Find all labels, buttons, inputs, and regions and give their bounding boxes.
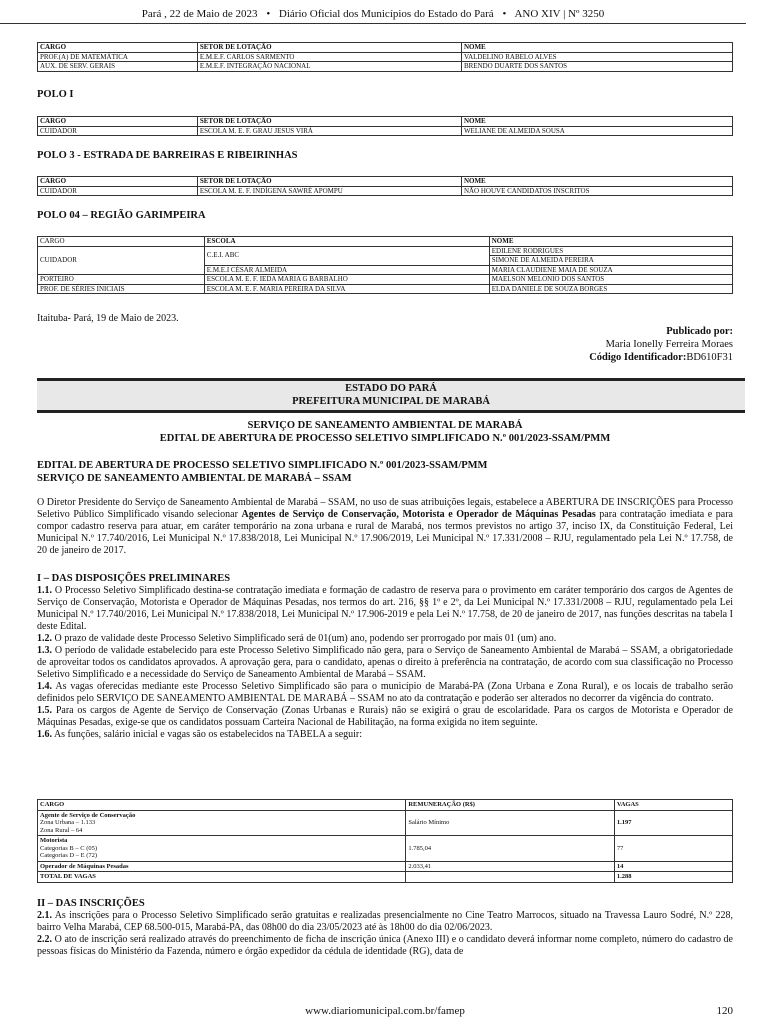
header-cell: CARGO [38, 800, 406, 811]
table-row [38, 861, 733, 872]
polo-4-heading: POLO 04 – REGIÃO GARIMPEIRA [37, 210, 206, 221]
cell: MAELSON MELONIO DOS SANTOS [489, 275, 732, 285]
cell: PROF.(A) DE MATEMÁTICA [38, 52, 198, 62]
cell [406, 872, 615, 883]
cell: 2.033,41 [406, 861, 615, 872]
cell: VALDELINO RABELO ALVES [461, 52, 732, 62]
cell: 1.288 [614, 872, 732, 883]
cell: PROF. DE SÉRIES INICIAIS [38, 284, 205, 294]
header-cell: CARGO [38, 237, 205, 247]
polo-1-table-block [37, 116, 733, 136]
code-value: BD610F31 [686, 352, 733, 363]
banner-line-1: ESTADO DO PARÁ [345, 383, 437, 394]
item-1-4 [37, 681, 733, 705]
table-row [38, 246, 733, 256]
item-text: As inscrições para o Processo Seletivo Simplificado serão gratuitas e realizadas presencialmente no Cine Teatro Marrocos, situado na Travessa Lauro Sodré, N.º 228, bairro Velha Marabá, CEP 68.500-015, Marabá-PA, das 08h00 do dia 23/05/2023 até às 18h00 do dia 02/06/2023. [37, 910, 733, 933]
header-date: Pará , 22 de Maio de 2023 [141, 8, 258, 20]
section-2-title: II – DAS INSCRIÇÕES [37, 898, 145, 909]
header-cell: ESCOLA [204, 237, 489, 247]
header-cell: NOME [489, 237, 732, 247]
document-subtitle [37, 460, 733, 485]
banner-line-2: PREFEITURA MUNICIPAL DE MARABÁ [292, 396, 490, 407]
publication-info [37, 325, 733, 364]
table-row [38, 52, 733, 62]
polo-4-table-block [37, 236, 733, 294]
item-text: Para os cargos de Agente de Serviço de Conservação (Zonas Urbanas e Rurais) não se exigirá o grau de escolaridade. Para os cargos de Motorista e Operador de Máquinas Pesadas, exige-se que os candidatos possuam Carteira Nacional de Habilitação, na forma exigida no item seguinte. [37, 705, 733, 728]
cell: CUIDADOR [38, 186, 198, 196]
header-cell: VAGAS [614, 800, 732, 811]
cell: BRENDO DUARTE DOS SANTOS [461, 62, 732, 72]
section-1 [37, 572, 733, 741]
item-number: 1.5. [37, 705, 52, 716]
cell: WELIANE DE ALMEIDA SOUSA [461, 126, 732, 136]
intro-text-1: O Diretor Presidente do Serviço de Saneamento Ambiental de Marabá – SSAM, no uso de suas atribuições legais, estabelece a ABERTURA DE INSCRIÇÕES para Processo Seletivo Público Simplificado visando selecionar [37, 497, 733, 520]
place-date: Itaituba- Pará, 19 de Maio de 2023. [37, 313, 179, 324]
intro-bold: Agentes de Serviço de Conservação, Motorista e Operador de Máquinas Pesadas [241, 509, 596, 520]
role-detail: Categorias D – E (72) [40, 852, 98, 859]
header-cell: CARGO [38, 117, 198, 127]
item-1-6 [37, 729, 733, 741]
identifier-line [37, 351, 733, 364]
table-row [38, 62, 733, 72]
table-row [38, 275, 733, 285]
polo-1-heading: POLO I [37, 89, 74, 100]
item-number: 1.3. [37, 645, 52, 656]
item-text: O Processo Seletivo Simplificado destina-se contratação imediata e formação de cadastro de reserva para o provimento em caráter temporário dos cargos de Agentes de Serviço de Conservação, Motorista e Operador de Máquinas Pesadas, nos termos do art. 216, §§ 1º e 2º, da Lei Municipal N.º 17.331/2008 – RJU, regulamentado pela Lei Municipal N.º 17.740/2016, Lei Municipal N.º 17.838/2018, Lei Municipal N.º 17.906-2019 e pela Lei N.º 17.758, de 20 de janeiro de 2017, nas funções descritas na tabela I deste Edital. [37, 585, 733, 632]
cell: MARIA CLAUDIENE MAIA DE SOUZA [489, 265, 732, 275]
table-row [38, 872, 733, 883]
cell: ESCOLA M. E. F. INDÍGENA SAWRÉ APOMPU [197, 186, 461, 196]
header-cell: SETOR DE LOTAÇÃO [197, 177, 461, 187]
table-row [38, 284, 733, 294]
vacancies-table [37, 799, 733, 883]
header-cell: CARGO [38, 177, 198, 187]
state-banner [37, 378, 745, 413]
item-number: 1.6. [37, 729, 52, 740]
cell: ESCOLA M. E. F. IEDA MARIA G BARBALHO [204, 275, 489, 285]
cell: EDILENE RODRIGUES [489, 246, 732, 256]
cell: 77 [614, 836, 732, 862]
subtitle-line-2: SERVIÇO DE SANEAMENTO AMBIENTAL DE MARABÁ – SSAM [37, 472, 352, 484]
page-number: 120 [716, 1005, 733, 1017]
table-1-block [37, 42, 733, 72]
item-1-5 [37, 705, 733, 729]
table-header-row [38, 117, 733, 127]
item-number: 2.2. [37, 934, 52, 945]
title-line-2: EDITAL DE ABERTURA DE PROCESSO SELETIVO SIMPLIFICADO N.º 001/2023-SSAM/PMM [159, 432, 611, 444]
table-row [38, 186, 733, 196]
role-detail: Zona Rural – 64 [40, 826, 83, 834]
item-text: As funções, salário inicial e vagas são os estabelecidos na TABELA a seguir: [52, 729, 363, 740]
cell: Operador de Máquinas Pesadas [38, 861, 406, 872]
section-2 [37, 897, 733, 958]
header-issue: ANO XIV | Nº 3250 [514, 8, 605, 20]
published-label: Publicado por: [666, 326, 733, 337]
cell: E.M.E.F. INTEGRAÇÃO NACIONAL [197, 62, 461, 72]
table-row [38, 836, 733, 862]
bullet-separator: • [266, 8, 271, 20]
publisher-name: Maria Ionelly Ferreira Moraes [605, 339, 733, 350]
item-1-3 [37, 645, 733, 681]
cell: E.M.E.F. CARLOS SARMENTO [197, 52, 461, 62]
item-text: O prazo de validade deste Processo Seletivo Simplificado será de 01(um) ano, podendo ser prorrogado por mais 01 (um) ano. [52, 633, 557, 644]
role-title: Motorista [40, 837, 68, 844]
cell: TOTAL DE VAGAS [38, 872, 406, 883]
cell: Salário Mínimo [406, 810, 615, 836]
item-1-1 [37, 585, 733, 633]
item-number: 1.2. [37, 633, 52, 644]
item-2-1 [37, 910, 733, 934]
polo-1-table [37, 116, 733, 136]
cell: ESCOLA M. E. F. MARIA PEREIRA DA SILVA [204, 284, 489, 294]
header-cell: SETOR DE LOTAÇÃO [197, 43, 461, 53]
item-2-2 [37, 934, 733, 958]
footer-site: www.diariomunicipal.com.br/famep [305, 1005, 465, 1017]
section-1-title: I – DAS DISPOSIÇÕES PRELIMINARES [37, 573, 231, 584]
intro-paragraph [37, 497, 733, 557]
cell: NÃO HOUVE CANDIDATOS INSCRITOS [461, 186, 732, 196]
header-journal: Diário Oficial dos Municípios do Estado do Pará [278, 8, 494, 20]
header-cell: REMUNERAÇÃO (R$) [406, 800, 615, 811]
cell: CUIDADOR [38, 126, 198, 136]
cell: C.E.I. ABC [204, 246, 489, 265]
cell: 1.785,04 [406, 836, 615, 862]
page-header [0, 8, 746, 24]
item-text: O ato de inscrição será realizado através do preenchimento de ficha de inscrição única (Anexo III) e o candidato deverá informar nome completo, número do cadastro de pessoas físicas do Ministério da Fazenda, número e órgão expedidor da cédula de identidade (RG), data de [37, 934, 733, 957]
bullet-separator: • [502, 8, 507, 20]
cell: 1.197 [614, 810, 732, 836]
cell: ELDA DANIELE DE SOUZA BORGES [489, 284, 732, 294]
title-line-1: SERVIÇO DE SANEAMENTO AMBIENTAL DE MARABÁ [247, 420, 523, 431]
role-detail: Zona Urbana – 1.133 [40, 819, 96, 826]
item-number: 1.1. [37, 585, 52, 596]
table-header-row [38, 800, 733, 811]
item-number: 2.1. [37, 910, 52, 921]
item-text: As vagas oferecidas mediante este Processo Seletivo Simplificado são para o município de Marabá-PA (Zona Urbana e Zona Rural), e os locais de trabalho serão definidos pelo SERVIÇO DE SANEAMENTO AMBIENTAL DE MARABÁ – SSAM no ato da contratação e poderão ser alterados no decorrer da vigência do contrato. [37, 681, 733, 704]
document-title [37, 420, 733, 445]
table-row [38, 126, 733, 136]
table-header-row [38, 43, 733, 53]
polo-3-table-block [37, 176, 733, 196]
polo-3-table [37, 176, 733, 196]
role-detail: Categorias B – C (05) [40, 844, 98, 852]
vacancies-table-block [37, 799, 733, 883]
table-row [38, 810, 733, 836]
intro-text-2: para contratação imediata e para compor cadastro reserva para atuar, em caráter temporário na zona urbana e rural de Marabá, nos termos previstos no artigo 37, inciso IX, da Constituição Federal, Lei Municipal N.º 17.740/2016, Lei Municipal N.º 17.838/2018, Lei Municipal N.º 17.906/2019, Lei Municipal N.º 17.331/2008 – RJU, regulamentado pela Lei N.º 17.758, de 20 de janeiro de 2017. [37, 509, 733, 556]
polo-3-heading: POLO 3 - ESTRADA DE BARREIRAS E RIBEIRINHAS [37, 150, 298, 161]
item-number: 1.4. [37, 681, 52, 692]
staff-table [37, 42, 733, 72]
subtitle-line-1: EDITAL DE ABERTURA DE PROCESSO SELETIVO SIMPLIFICADO N.º 001/2023-SSAM/PMM [37, 460, 488, 471]
cell [38, 836, 406, 862]
item-1-2 [37, 633, 733, 645]
header-cell: NOME [461, 177, 732, 187]
cell: PORTEIRO [38, 275, 205, 285]
item-text: O período de validade estabelecido para este Processo Seletivo Simplificado não gera, para o Serviço de Saneamento Ambiental de Marabá – SSAM, a obrigatoriedade de aproveitar todos os candidatos aprovados. A aprovação gera, para o candidato, apenas o direito à preferência na contratação, de acordo com sua classificação no Processo Seletivo Simplificado e a necessidade do Serviço de Saneamento Ambiental de Marabá – SSAM. [37, 645, 733, 680]
cell: 14 [614, 861, 732, 872]
cell: SIMONE DE ALMEIDA PEREIRA [489, 256, 732, 266]
cell: ESCOLA M. E. F. GRAU JESUS VIRÁ [197, 126, 461, 136]
header-cell: NOME [461, 43, 732, 53]
cell: E.M.E.I CÉSAR ALMEIDA [204, 265, 489, 275]
polo-4-table [37, 236, 733, 294]
cell: CUIDADOR [38, 246, 205, 275]
header-cell: NOME [461, 117, 732, 127]
header-cell: SETOR DE LOTAÇÃO [197, 117, 461, 127]
code-label: Código Identificador: [589, 352, 687, 363]
role-title: Agente de Serviço de Conservação [40, 811, 136, 819]
table-header-row [38, 237, 733, 247]
header-cell: CARGO [38, 43, 198, 53]
cell [38, 810, 406, 836]
cell: AUX. DE SERV. GERAIS [38, 62, 198, 72]
table-header-row [38, 177, 733, 187]
